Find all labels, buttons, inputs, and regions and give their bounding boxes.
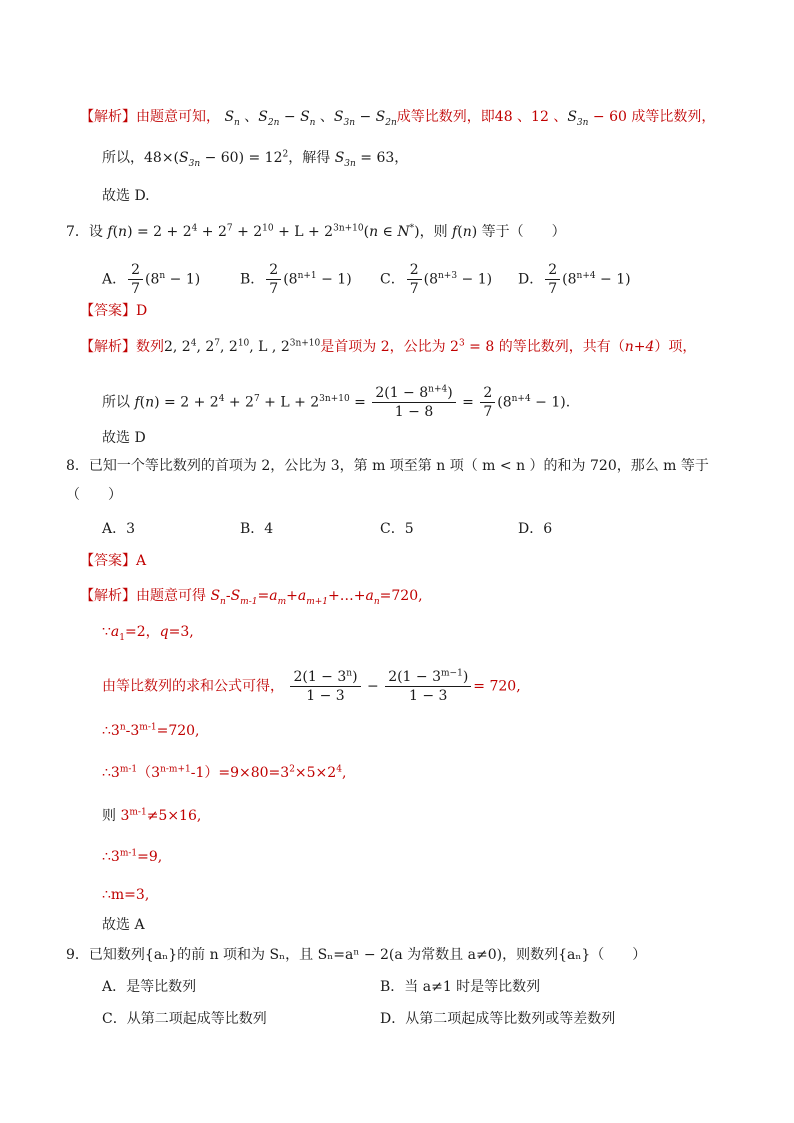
q9-option-a[interactable]: A．是等比数列: [102, 979, 197, 995]
q8-solution-line2: $\because a_1=2$，q=3,: [102, 624, 194, 643]
q8-solution-line7: $\therefore 3^{m-1}=9$,: [102, 848, 163, 865]
q7-sol2-a: 所以: [102, 394, 135, 411]
sol6-line2-d: = 63，: [355, 150, 409, 166]
q8-s2: ∵: [102, 624, 111, 640]
q7-solution-line2: 所以 $f(n) = 2 + 2^4 + 2^7 + L + 2^{3n+10}$ = $\frac{2(1 - 8^{n+4})}{1 - 8}$ = $\frac{2}{7}$ $(8^{n+4} - 1)$.: [102, 384, 571, 420]
q7-answer: 【答案】D: [80, 303, 148, 319]
q7-stem-c: ，则: [419, 224, 453, 240]
q8-option-b[interactable]: B．4: [240, 521, 274, 537]
sol6-line2-b: − 60) = 12: [200, 150, 283, 166]
q9-option-b[interactable]: B．当 a≠1 时是等比数列: [380, 979, 541, 995]
sol6-conclusion: 故选 D.: [102, 188, 150, 204]
q7-analysis-tag: 【解析】: [80, 339, 136, 355]
q7-option-d-label: D．: [518, 271, 544, 288]
q7-sol-b: 是首项为 2，公比为 2: [320, 339, 459, 355]
q9-stem: [66, 945, 646, 965]
q7-option-a-label: A．: [102, 271, 127, 288]
q8-s7: ∴: [102, 849, 111, 865]
q8-solution-line3: 由等比数列的求和公式可得， $\frac{2(1 - 3^n)}{1 - 3}$ − $\frac{2(1 - 3^{m-1})}{1 - 3}$ = 720,: [102, 668, 521, 704]
q7-option-a[interactable]: A． $\frac{2}{7}$ $(8^n - 1)$: [102, 262, 201, 297]
q8-s5: ∴: [102, 765, 111, 781]
q8-analysis-tag: 【解析】: [80, 588, 136, 604]
q8-solution-line4: $\therefore 3^n-3^{m-1}=720$,: [102, 722, 200, 739]
q8-s6: 则: [102, 808, 121, 824]
q7-solution-line1: 【解析】数列2, $2^4$, $2^7$, $2^{10}$, L , $2^{3n+10}$是首项为 2，公比为 $2^3 = 8$ 的等比数列，共有（n+4）项，: [80, 338, 697, 355]
q7-sol-a: 数列: [136, 339, 164, 355]
q8-conclusion: 故选 A: [102, 917, 145, 933]
sol6-text-a: 由题意可知，: [136, 109, 220, 125]
q7-option-b-label: B．: [240, 271, 265, 288]
q7-sol-c: = 8 的等比数列，共有（: [464, 339, 625, 355]
q7-conclusion: 故选 D: [102, 430, 146, 446]
q9-option-c[interactable]: C．从第二项起成等比数列: [102, 1011, 267, 1027]
q8-option-d[interactable]: D．6: [518, 521, 553, 537]
q8-stem-paren: （ ）: [66, 487, 122, 503]
q8-stem: [66, 456, 709, 476]
q8-solution-line1: 【解析】由题意可得 $S_n-S_{m-1}=a_m+a_{m+1}+\dots+a_n=720$,: [80, 588, 423, 607]
q8-s4: ∴: [102, 723, 111, 739]
q8-option-a[interactable]: A．3: [102, 521, 136, 537]
q7-stem-a: 设: [88, 224, 108, 240]
q8-answer: 【答案】A: [80, 553, 147, 569]
q7-option-d[interactable]: D． $\frac{2}{7}$ $(8^{n+4} - 1)$: [518, 262, 631, 297]
q8-s3: 由等比数列的求和公式可得，: [102, 678, 284, 695]
sol6-line2: 所以，$48\times(S_{3n} - 60) = 12^2$，解得 $S_{3n} = 63$，: [102, 149, 409, 169]
q8-option-c[interactable]: C．5: [380, 521, 414, 537]
q9-number: 9．: [66, 947, 89, 963]
q8-s1: 由题意可得: [136, 588, 211, 604]
sol6-line2-c: ，解得: [288, 150, 335, 166]
q7-number: 7．: [66, 224, 89, 240]
q7-stem-d: 等于（ ）: [477, 224, 566, 240]
analysis-tag: 【解析】: [80, 109, 136, 125]
q8-solution-line6: 则 $3^{m-1}\ne 5\times 16$,: [102, 807, 202, 824]
q7-option-c-label: C．: [380, 271, 405, 288]
q9-stem-text: 已知数列{aₙ}的前 n 项和为 Sₙ，且 Sₙ=aⁿ − 2(a 为常数且 a≠0)，则数列{aₙ}（ ）: [88, 947, 647, 963]
q8-solution-line8: ∴m=3,: [102, 887, 150, 903]
sol6-text-d: − 60 成等比数列，: [588, 109, 716, 125]
q7-sol-d: n+4: [624, 339, 655, 355]
sol6-line1: 【解析】由题意可知， $S_n$ 、$S_{2n} - S_n$ 、$S_{3n} - S_{2n}$成等比数列，即48 、12 、$S_{3n} - 60$ 成等比数列，: [80, 109, 716, 128]
q8-number: 8．: [66, 458, 89, 474]
q9-option-d[interactable]: D．从第二项起成等比数列或等差数列: [380, 1011, 616, 1027]
q7-sol-e: ）项，: [654, 339, 697, 355]
q7-stem: 7．设 $f(n) = 2 + 2^4 + 2^7 + 2^{10} + L + 2^{3n+10}(n$ ∈ N*)，则 f(n) 等于（ ）: [66, 223, 566, 240]
sol6-text-c: 成等比数列，即48 、12 、: [396, 109, 568, 125]
q7-option-b[interactable]: B． $\frac{2}{7}$ $(8^{n+1} - 1)$: [240, 262, 352, 297]
sol6-line2-a: 所以，48×(: [102, 150, 180, 166]
q8-solution-line5: $\therefore 3^{m-1}(3^{n-m+1}-1)=9\times 80=3^2\times 5\times 2^4$,: [102, 764, 347, 781]
q8-stem-text: 已知一个等比数列的首项为 2，公比为 3，第 m 项至第 n 项（ m < n ）的和为 720，那么 m 等于: [88, 458, 709, 474]
q7-option-c[interactable]: C． $\frac{2}{7}$ $(8^{n+3} - 1)$: [380, 262, 493, 297]
